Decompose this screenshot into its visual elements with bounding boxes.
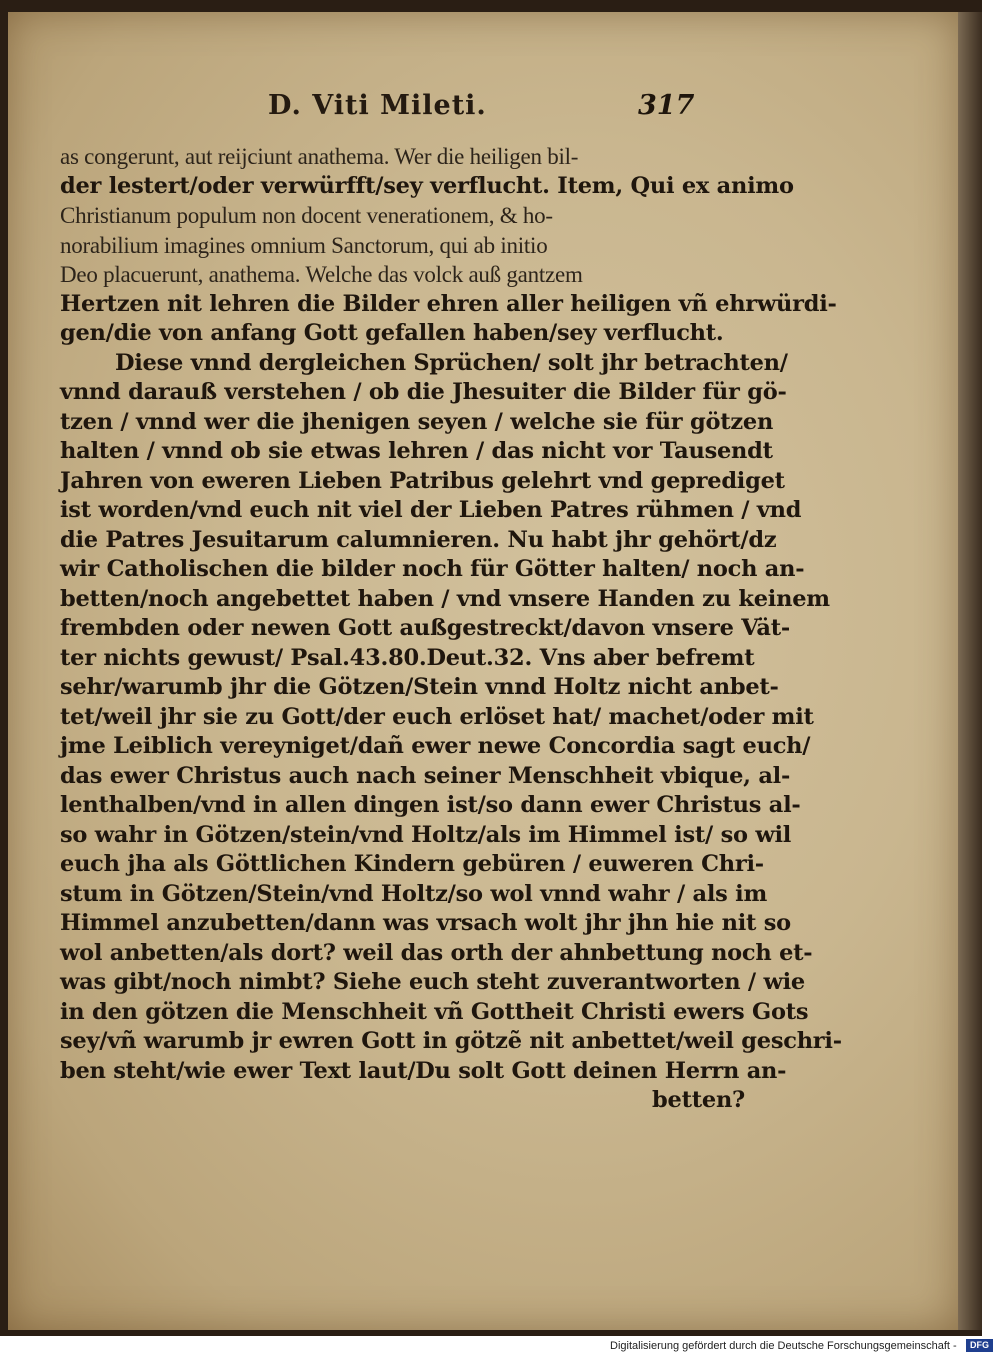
text-line: jme Leiblich vereyniget/dañ ewer newe Concordia sagt euch/ — [60, 733, 811, 759]
page-edge — [958, 12, 982, 1330]
text-line: sehr/warumb jhr die Götzen/Stein vnnd Holtz nicht anbet- — [60, 674, 779, 700]
text-line: betten? — [652, 1087, 745, 1113]
document-page — [8, 12, 958, 1330]
text-line: was gibt/noch nimbt? Siehe euch steht zuverantworten / wie — [60, 969, 805, 995]
running-head — [8, 90, 958, 130]
text-line: Himmel anzubetten/dann was vrsach wolt jhr jhn hie nit so — [60, 910, 791, 936]
digitization-credit: Digitalisierung gefördert durch die Deutsche Forschungsgemeinschaft - — [610, 1340, 957, 1352]
text-line: tet/weil jhr sie zu Gott/der euch erlöset hat/ machet/oder mit — [60, 703, 814, 730]
text-line: betten/noch angebettet haben / vnd vnsere Handen zu keinem — [60, 585, 830, 612]
text-line: Jahren von eweren Lieben Patribus gelehrt vnd geprediget — [60, 467, 785, 494]
text-line: der lestert/oder verwürfft/sey verflucht. Item, Qui ex animo — [60, 172, 794, 199]
text-line: tzen / vnnd wer die jhenigen seyen / welche sie für götzen — [60, 408, 774, 435]
text-line: vnnd darauß verstehen / ob die Jhesuiter die Bilder für gö- — [60, 379, 787, 405]
text-line: Diese vnnd dergleichen Sprüchen/ solt jhr betrachten/ — [115, 349, 788, 376]
text-line: halten / vnnd ob sie etwas lehren / das nicht vor Tausendt — [60, 438, 773, 464]
text-line: gen/die von anfang Gott gefallen haben/sey verflucht. — [60, 320, 724, 346]
dfg-logo: DFG — [966, 1339, 993, 1352]
text-line: euch jha als Göttlichen Kindern gebüren / euweren Chri- — [60, 851, 764, 877]
text-line: frembden oder newen Gott außgestreckt/davon vnsere Vät- — [60, 615, 790, 641]
text-line: norabilium imagines omnium Sanctorum, qui ab initio — [60, 232, 548, 258]
text-line: ist worden/vnd euch nit viel der Lieben Patres rühmen / vnd — [60, 497, 802, 523]
text-line: stum in Götzen/Stein/vnd Holtz/so wol vnnd wahr / als im — [60, 880, 768, 907]
page-number: 317 — [638, 90, 695, 121]
text-line: in den götzen die Menschheit vñ Gottheit Christi ewers Gots — [60, 998, 809, 1025]
text-line: wir Catholischen die bilder noch für Götter halten/ noch an- — [60, 556, 805, 582]
text-line: die Patres Jesuitarum calumnieren. Nu habt jhr gehört/dz — [60, 526, 777, 553]
text-line: sey/vñ warumb jr ewren Gott in götzẽ nit anbettet/weil geschri- — [60, 1028, 842, 1054]
text-line: lenthalben/vnd in allen dingen ist/so dann ewer Christus al- — [60, 792, 801, 818]
text-line: ter nichts gewust/ Psal.43.80.Deut.32. Vns aber befremt — [60, 644, 755, 671]
text-line: wol anbetten/als dort? weil das orth der ahnbettung noch et- — [60, 939, 813, 966]
text-line: das ewer Christus auch nach seiner Menschheit vbique, al- — [60, 762, 791, 789]
text-line: ben steht/wie ewer Text laut/Du solt Gott deinen Herrn an- — [60, 1057, 787, 1084]
running-title: D. Viti Mileti. — [268, 90, 487, 121]
text-block — [60, 142, 842, 1116]
text-line: as congerunt, aut reijciunt anathema. Wer die heiligen bil- — [60, 144, 579, 169]
text-line: so wahr in Götzen/stein/vnd Holtz/als im Himmel ist/ so wil — [60, 821, 792, 848]
text-line: Christianum populum non docent venerationem, & ho- — [60, 203, 553, 228]
text-line: Deo placuerunt, anathema. Welche das volck auß gantzem — [60, 262, 583, 287]
text-line: Hertzen nit lehren die Bilder ehren aller heiligen vñ ehrwürdi- — [60, 290, 837, 317]
